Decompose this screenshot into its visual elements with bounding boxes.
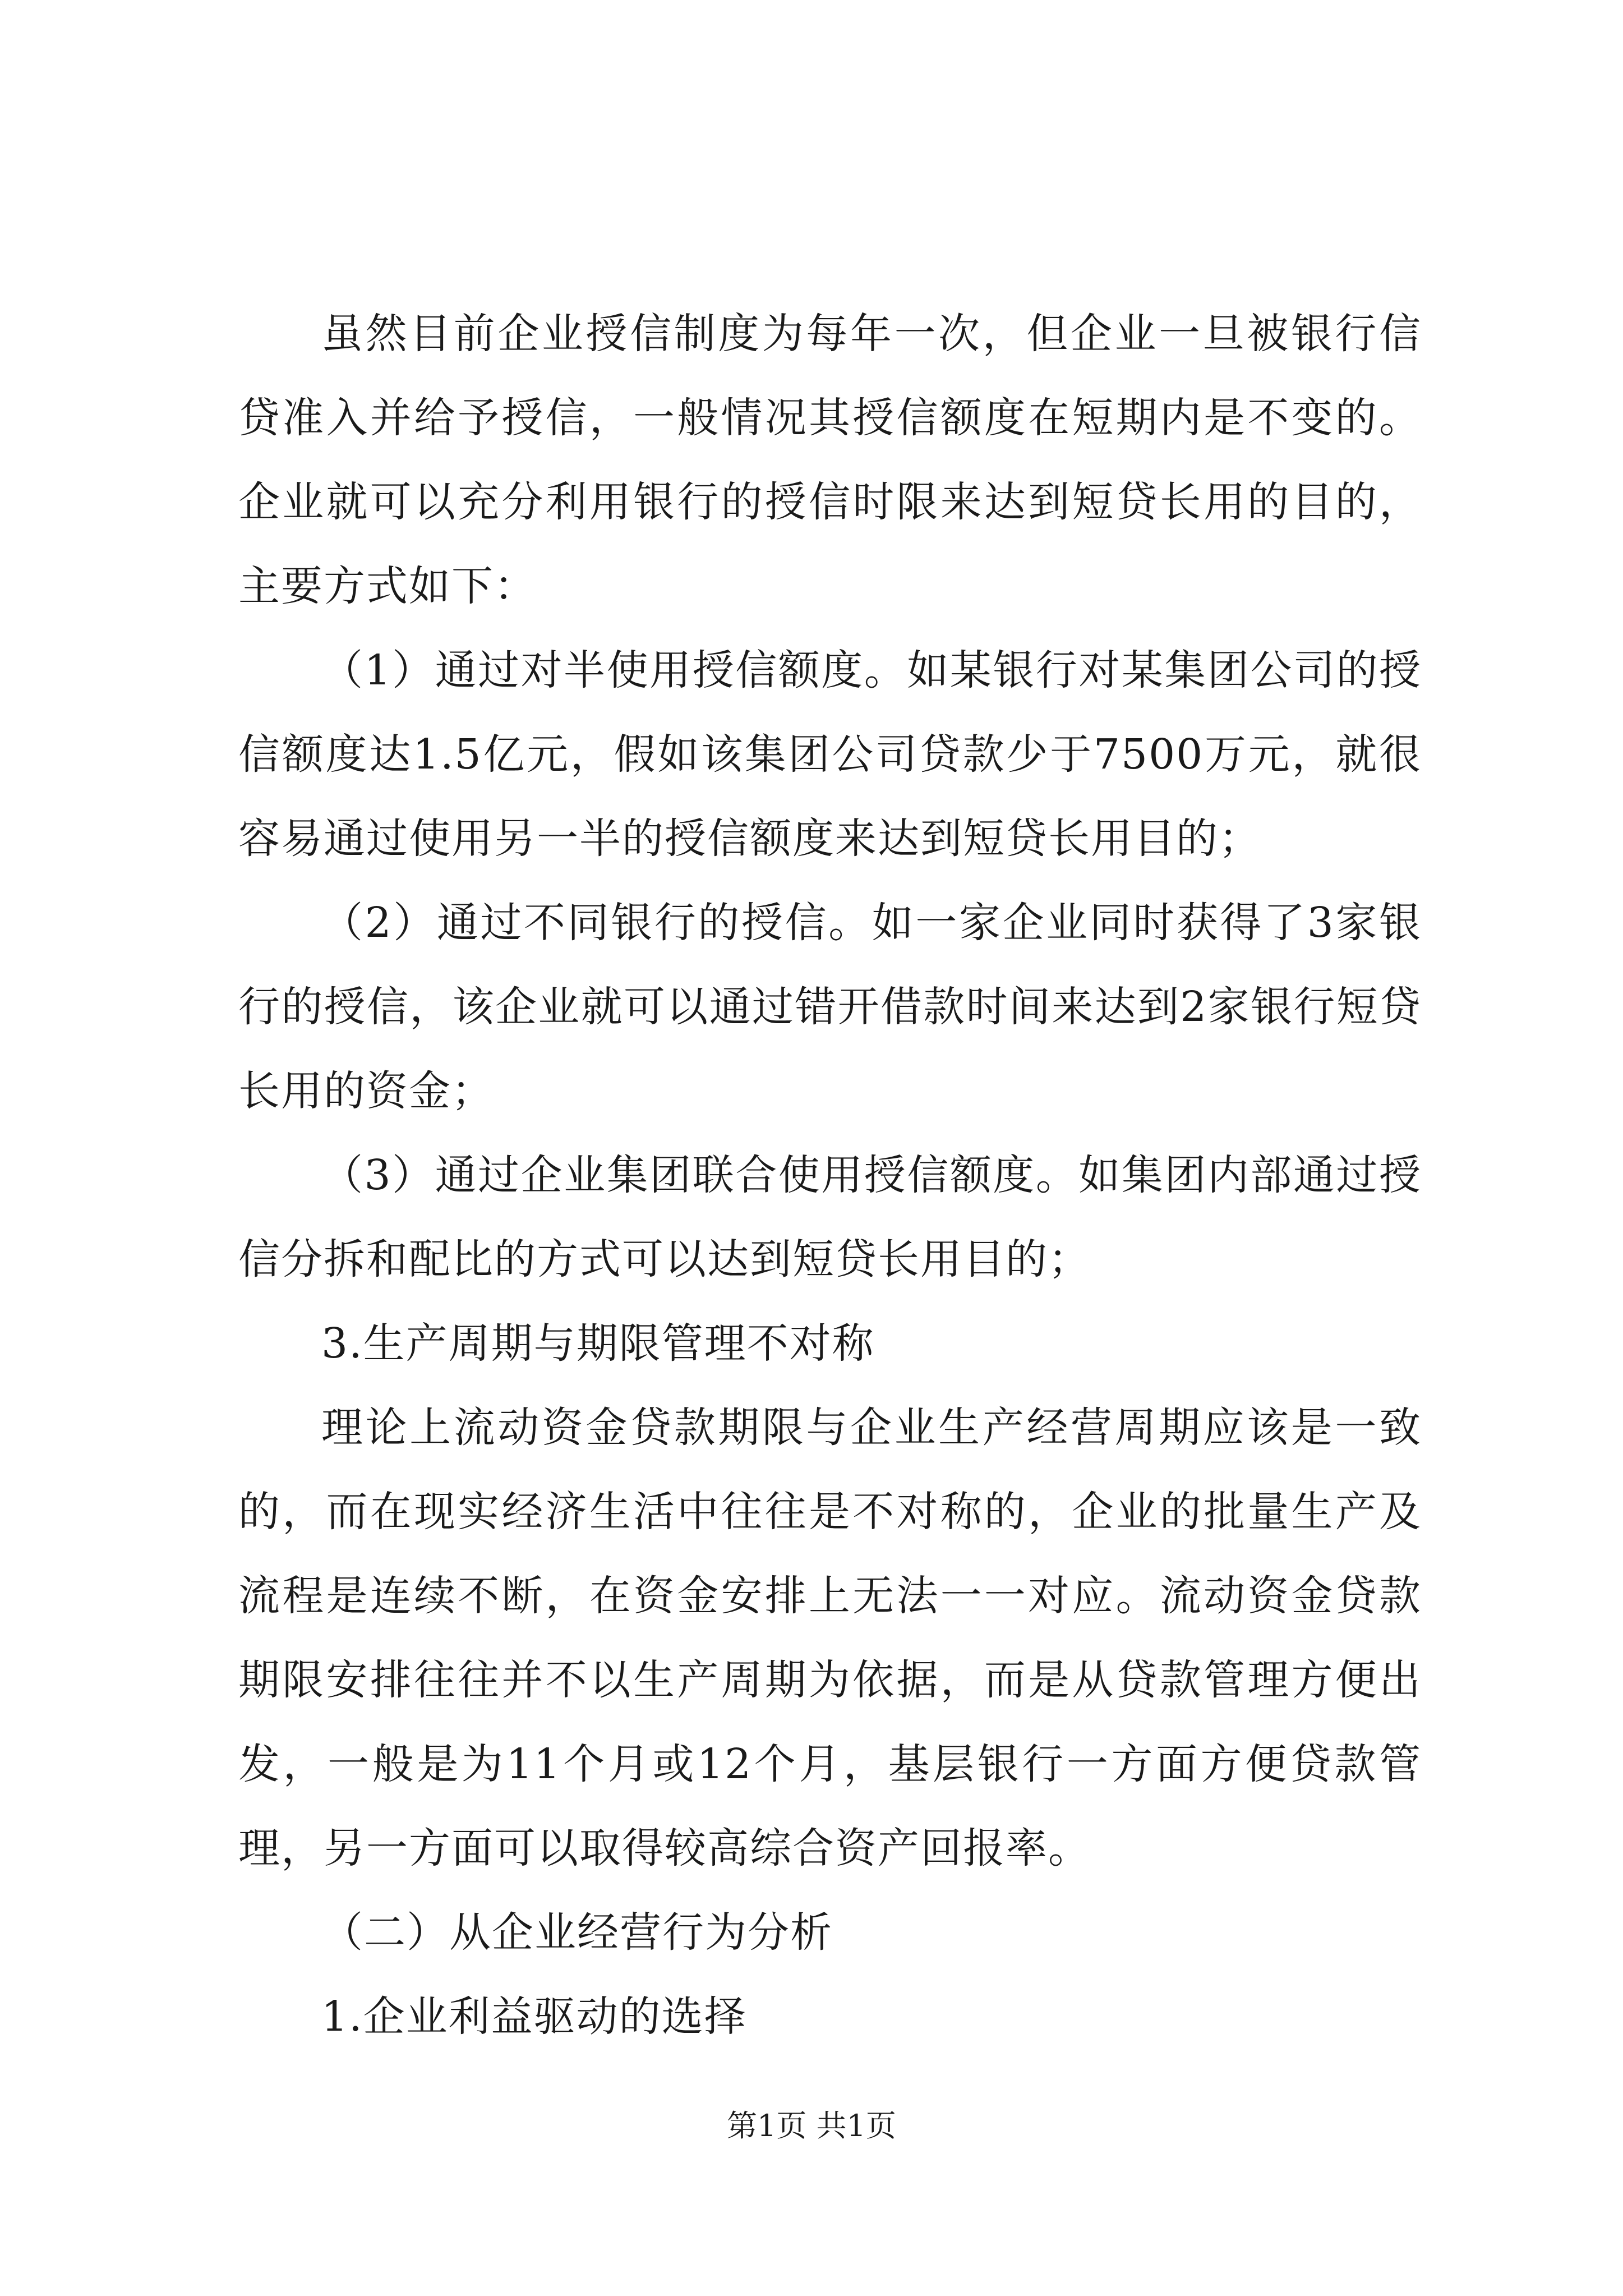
- heading-section-business-behavior: （二）从企业经营行为分析: [321, 1908, 833, 1957]
- page-footer: 第1页 共1页: [727, 2108, 896, 2143]
- paragraph-method-1: （1）通过对半使用授信额度。如某银行对某集团公司的授信额度达1.5亿元，假如该集团公司贷款少于7500万元，就很容易通过使用另一半的授信额度来达到短贷长用目的；: [238, 646, 1422, 863]
- paragraph-method-3: （3）通过企业集团联合使用授信额度。如集团内部通过授信分拆和配比的方式可以达到短贷长用目的；: [238, 1151, 1422, 1283]
- heading-production-cycle: 3.生产周期与期限管理不对称: [321, 1319, 875, 1368]
- paragraph-method-2: （2）通过不同银行的授信。如一家企业同时获得了3家银行的授信，该企业就可以通过错开借款时间来达到2家银行短贷长用的资金；: [238, 899, 1422, 1115]
- document-body: [238, 292, 1422, 2059]
- paragraph-credit-intro: 虽然目前企业授信制度为每年一次，但企业一旦被银行信贷准入并给予授信，一般情况其授信额度在短期内是不变的。企业就可以充分利用银行的授信时限来达到短贷长用的目的，主要方式如下：: [238, 310, 1422, 610]
- paragraph-production-cycle: 理论上流动资金贷款期限与企业生产经营周期应该是一致的，而在现实经济生活中往往是不对称的，企业的批量生产及流程是连续不断，在资金安排上无法一一对应。流动资金贷款期限安排往往并不以生产周期为依据，而是从贷款管理方便出发，一般是为11个月或12个月，基层银行一方面方便贷款管理，另一方面可以取得较高综合资产回报率。: [238, 1404, 1422, 1872]
- heading-interest-driven-choice: 1.企业利益驱动的选择: [321, 1993, 747, 2041]
